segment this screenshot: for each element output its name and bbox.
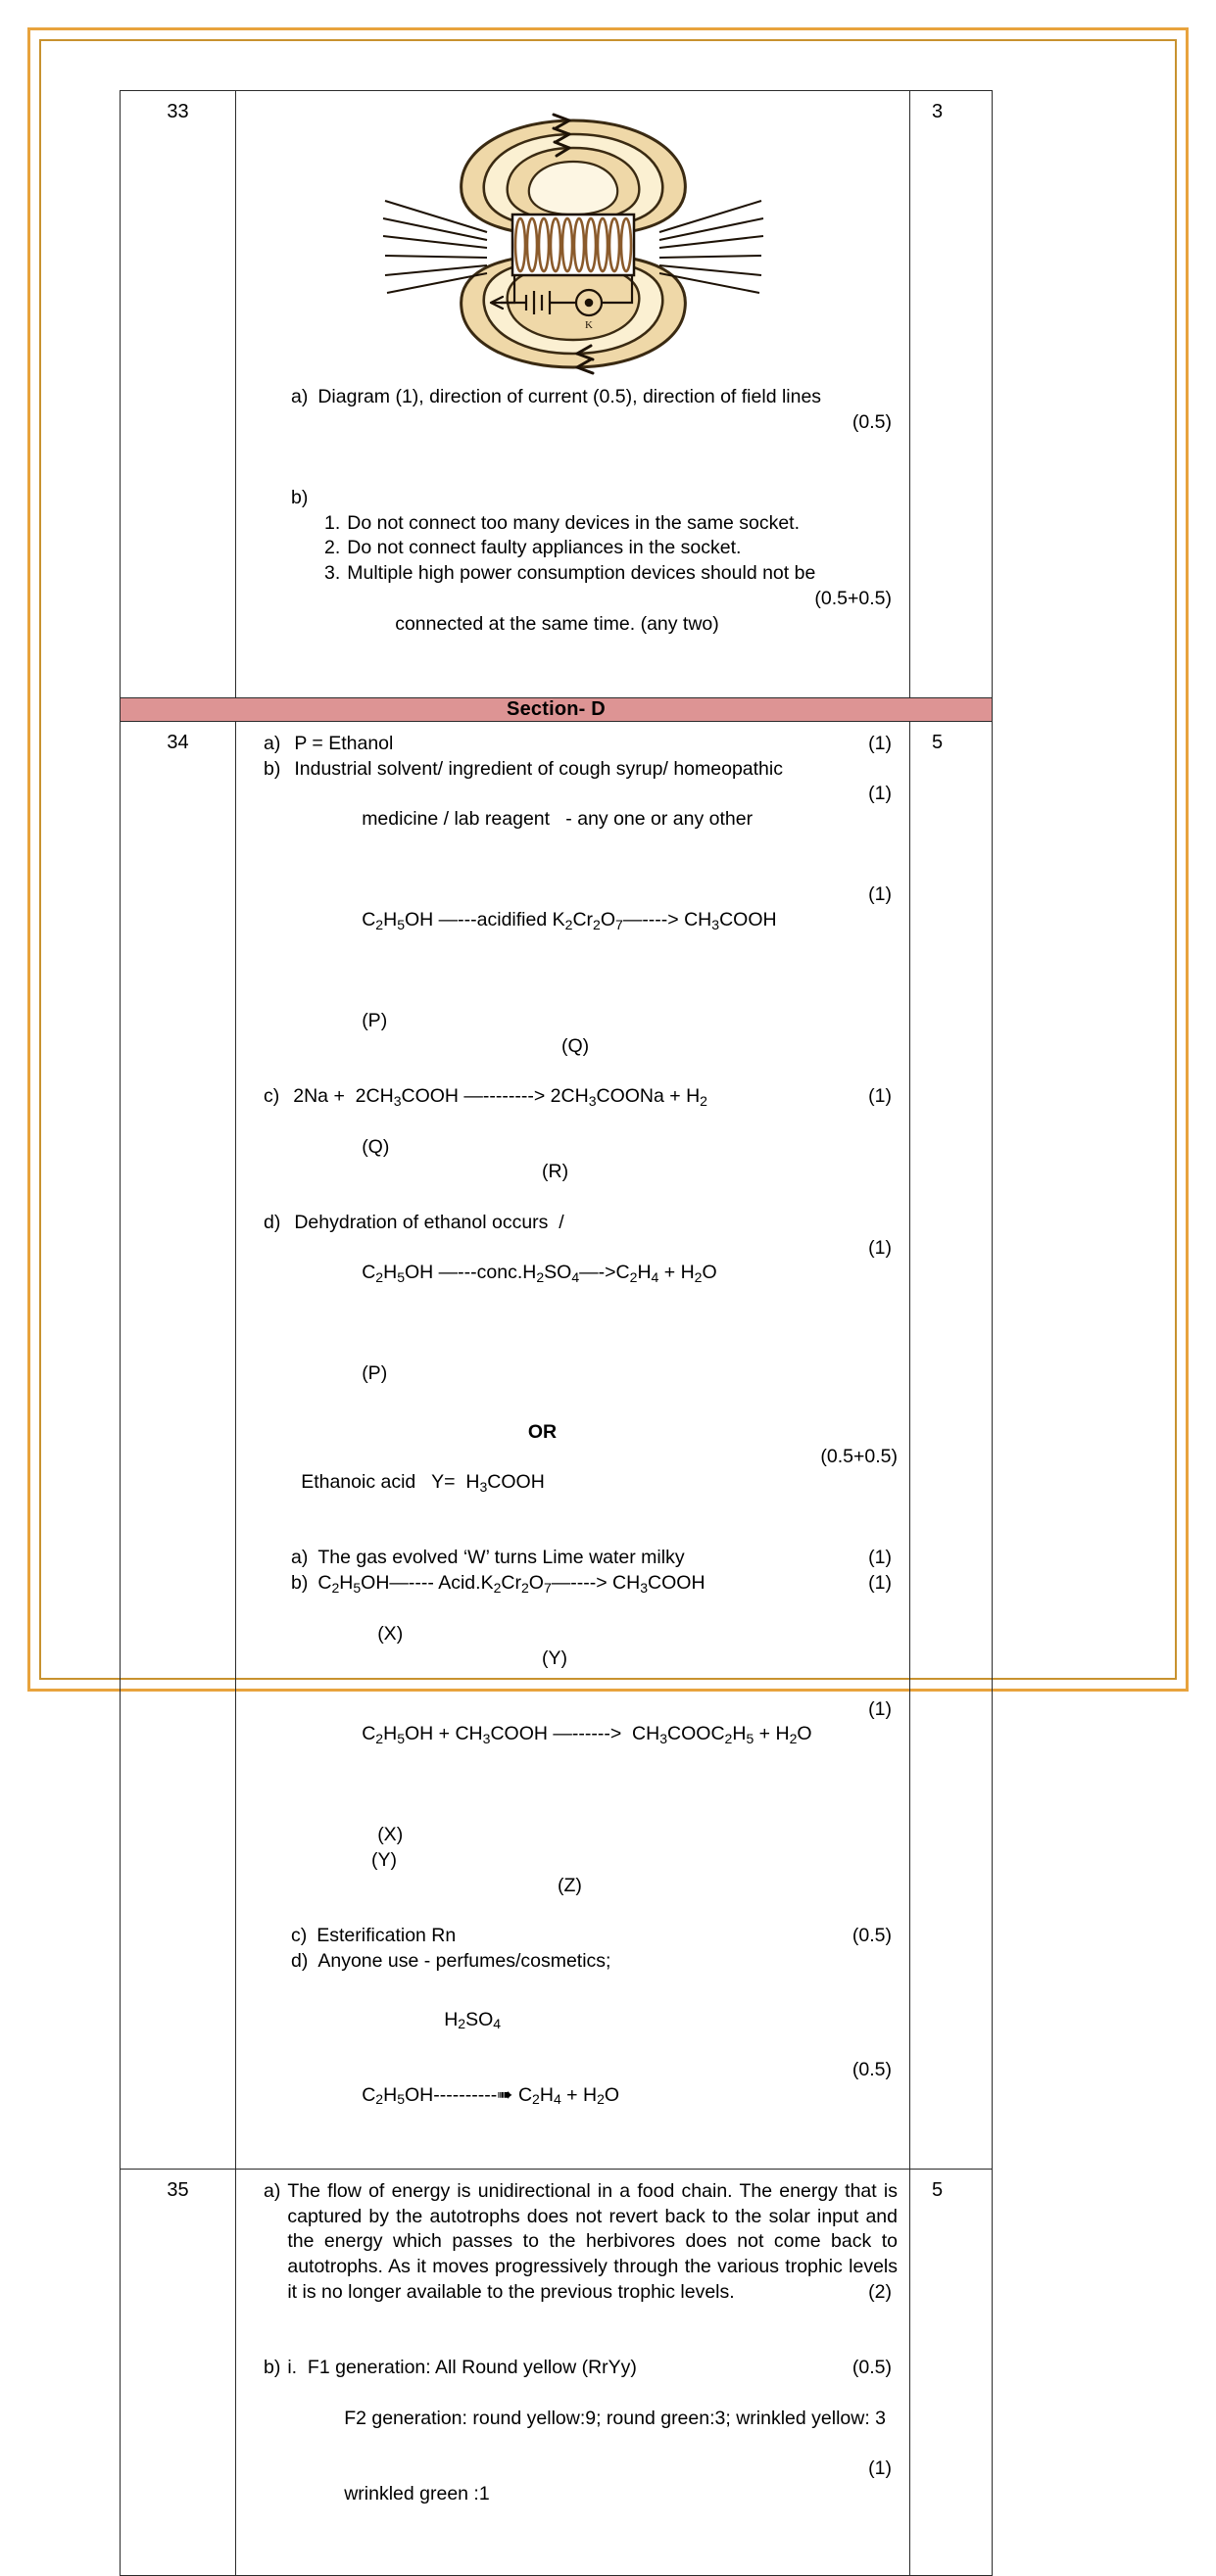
- mark-value: (0.5): [851, 1925, 892, 1947]
- mark-value: (1): [868, 1236, 892, 1259]
- catalyst-sulfuric-acid: $H_2SO_4$: [444, 2008, 502, 2032]
- reactant-label-p: (P): [362, 1009, 388, 1031]
- list-text: Dehydration of ethanol occurs /: [294, 1211, 564, 1233]
- list-marker: b): [264, 757, 281, 780]
- reactant-label-p2: (P): [362, 1362, 388, 1385]
- reactant-label-q: (Q): [362, 1135, 390, 1158]
- list-marker: a): [264, 2179, 281, 2202]
- product-label-q: (Q): [561, 1034, 590, 1057]
- f2-generation-text: F2 generation: round yellow:9; round green:3; wrinkled yellow: 3: [344, 2407, 887, 2429]
- energy-flow-paragraph: The flow of energy is unidirectional in a food chain. The energy that is captured by the autotrophs does not revert back to the solar input and the energy which passes to the herbivores does not come back to autotrophs. As it moves progressively through the various trophic levels it is no longer available to the previous trophic levels.: [287, 2179, 903, 2303]
- answer-line: [248, 561, 898, 587]
- section-header-row: [121, 697, 993, 721]
- product-label-r: (R): [542, 1161, 569, 1183]
- equation-ethene-formation: $C_2H_5OH----------➠$ $C_2H_4 + H_2O$: [362, 2083, 620, 2108]
- mark-value: (1): [868, 732, 892, 754]
- answer-line: [248, 1924, 898, 1949]
- answer-line: [248, 1336, 898, 1411]
- question-number-cell: [121, 91, 236, 698]
- product-label-y: (Y): [542, 1647, 567, 1670]
- question-number-cell: [121, 2169, 236, 2575]
- answer-line: [248, 1084, 898, 1110]
- list-marker: c): [264, 1085, 280, 1108]
- question-number: 33: [167, 101, 189, 122]
- answer-line: [248, 782, 898, 883]
- section-header-label: Section- D: [507, 697, 606, 720]
- ethanoic-acid-identity: Ethanoic acid $Y= H_3COOH$: [301, 1471, 545, 1495]
- f2-generation-text-2: wrinkled green :1: [344, 2482, 490, 2504]
- mark-value: (1): [868, 783, 892, 805]
- mark-value: (0.5+0.5): [820, 1446, 898, 1468]
- answer-line: [248, 1445, 898, 1546]
- reactant-label-y2: (Y): [371, 1849, 397, 1872]
- marks-cell: [910, 91, 993, 698]
- list-text: Do not connect too many devices in the same socket.: [347, 511, 801, 534]
- answer-line: [248, 1110, 898, 1211]
- table-row: [121, 721, 993, 2169]
- question-number: 34: [167, 731, 189, 753]
- list-text: The gas evolved ‘W’ turns Lime water milky: [317, 1547, 685, 1569]
- list-text: connected at the same time. (any two): [395, 612, 719, 635]
- list-marker: b): [291, 1572, 309, 1595]
- marks-cell: [910, 2169, 993, 2575]
- answer-line: [248, 1211, 898, 1236]
- table-row: [121, 2169, 993, 2575]
- marks-value: 3: [932, 101, 944, 122]
- equation-oxidation-x-to-y: $C_2H_5OH—----$ $Acid.K_2Cr_2O_7—---->$ $CH_3COOH$: [317, 1572, 705, 1596]
- list-marker: b): [291, 486, 309, 508]
- list-marker: b): [264, 2357, 281, 2379]
- mark-value: (2): [868, 2280, 892, 2303]
- answer-line: [248, 536, 898, 561]
- mark-value: (0.5): [851, 2357, 892, 2379]
- answer-line: [248, 587, 898, 688]
- list-text: Do not connect faulty appliances in the socket.: [347, 537, 742, 559]
- answer-line: [248, 1546, 898, 1571]
- answer-equation: [248, 1236, 898, 1337]
- answer-line: [248, 757, 898, 783]
- mark-value: (0.5): [851, 2059, 892, 2080]
- answer-key-table: [120, 90, 993, 2576]
- equation-esterification: $C_2H_5OH$ + $CH_3COOH$ —------> $CH_3COOC_2H_5 + H_2O$: [362, 1723, 812, 1747]
- answer-line: [248, 511, 898, 537]
- list-marker: d): [264, 1211, 281, 1233]
- equation-oxidation-ethanol: $C_2H_5OH$ —---acidified $K_2Cr_2O_7—---->$ $CH_3COOH$: [362, 908, 777, 932]
- answer-line: [248, 1597, 898, 1697]
- question-number: 35: [167, 2178, 189, 2201]
- circuit-key-label: K: [584, 319, 593, 331]
- solenoid-field-svg: [367, 111, 779, 375]
- list-text: Diagram (1), direction of current (0.5), direction of field lines: [317, 386, 822, 407]
- equation-sodium-acetate: $2Na + 2CH_3COOH$ —--------> $2CH_3COONa + H_2$: [293, 1085, 707, 1109]
- answer-line: [248, 1949, 898, 1975]
- answer-equation: [248, 2058, 898, 2159]
- mark-value: (1): [868, 1085, 892, 1108]
- list-marker: 2.: [324, 537, 341, 559]
- section-header-cell: [121, 697, 993, 721]
- answer-line: [248, 732, 898, 757]
- answer-line: [248, 983, 898, 1084]
- marks-value: 5: [932, 2178, 944, 2201]
- answer-line: [248, 1571, 898, 1597]
- mark-value: (1): [868, 1572, 892, 1595]
- mark-value: (1): [868, 1547, 892, 1569]
- mark-value: (1): [868, 2457, 892, 2480]
- answer-line: [248, 2381, 898, 2457]
- solenoid-magnetic-field-diagram: [248, 97, 898, 385]
- answer-sheet: [120, 90, 992, 2576]
- answer-line: [248, 385, 898, 410]
- answer-line: [248, 410, 898, 486]
- list-marker: a): [264, 732, 281, 754]
- list-text: i. F1 generation: All Round yellow (RrYy): [287, 2357, 637, 2379]
- or-divider: OR: [527, 1420, 558, 1443]
- reactant-label-x2: (X): [377, 1824, 404, 1846]
- marks-cell: [910, 721, 993, 2169]
- answer-equation: [248, 883, 898, 983]
- list-text: Industrial solvent/ ingredient of cough syrup/ homeopathic: [294, 757, 783, 780]
- list-marker: a): [291, 1547, 309, 1569]
- equation-dehydration-ethanol: $C_2H_5OH$ $—---conc.H_2SO_4—->C_2H_4 + H_2O$: [362, 1262, 717, 1285]
- list-text: P = Ethanol: [294, 732, 394, 754]
- answer-body-cell: [236, 2169, 910, 2575]
- answer-body-cell: [236, 721, 910, 2169]
- product-label-z: (Z): [558, 1874, 582, 1896]
- answer-line: [248, 486, 898, 511]
- mark-value: (0.5+0.5): [814, 587, 892, 609]
- mark-value: (0.5): [851, 410, 892, 433]
- reactant-label-x: (X): [377, 1622, 404, 1645]
- mark-value: (1): [868, 883, 892, 906]
- answer-line: [248, 2457, 898, 2557]
- list-marker: a): [291, 386, 309, 407]
- list-text: Multiple high power consumption devices should not be: [347, 562, 816, 585]
- answer-line: [248, 1798, 898, 1925]
- answer-body-cell: [236, 91, 910, 698]
- answer-equation: [248, 1697, 898, 1798]
- table-row: [121, 91, 993, 698]
- list-text: Anyone use - perfumes/cosmetics;: [317, 1950, 611, 1973]
- list-text: Esterification Rn: [316, 1925, 457, 1947]
- catalyst-label: [248, 1982, 898, 2058]
- list-marker: c): [291, 1925, 308, 1947]
- answer-line: [248, 2356, 898, 2381]
- list-marker: 3.: [324, 562, 341, 585]
- answer-paragraph: [248, 2179, 903, 2306]
- list-marker: d): [291, 1950, 309, 1973]
- list-marker: 1.: [324, 511, 341, 534]
- mark-value: (1): [868, 1697, 892, 1720]
- question-number-cell: [121, 721, 236, 2169]
- list-text: medicine / lab reagent - any one or any other: [362, 808, 754, 831]
- marks-value: 5: [932, 731, 944, 753]
